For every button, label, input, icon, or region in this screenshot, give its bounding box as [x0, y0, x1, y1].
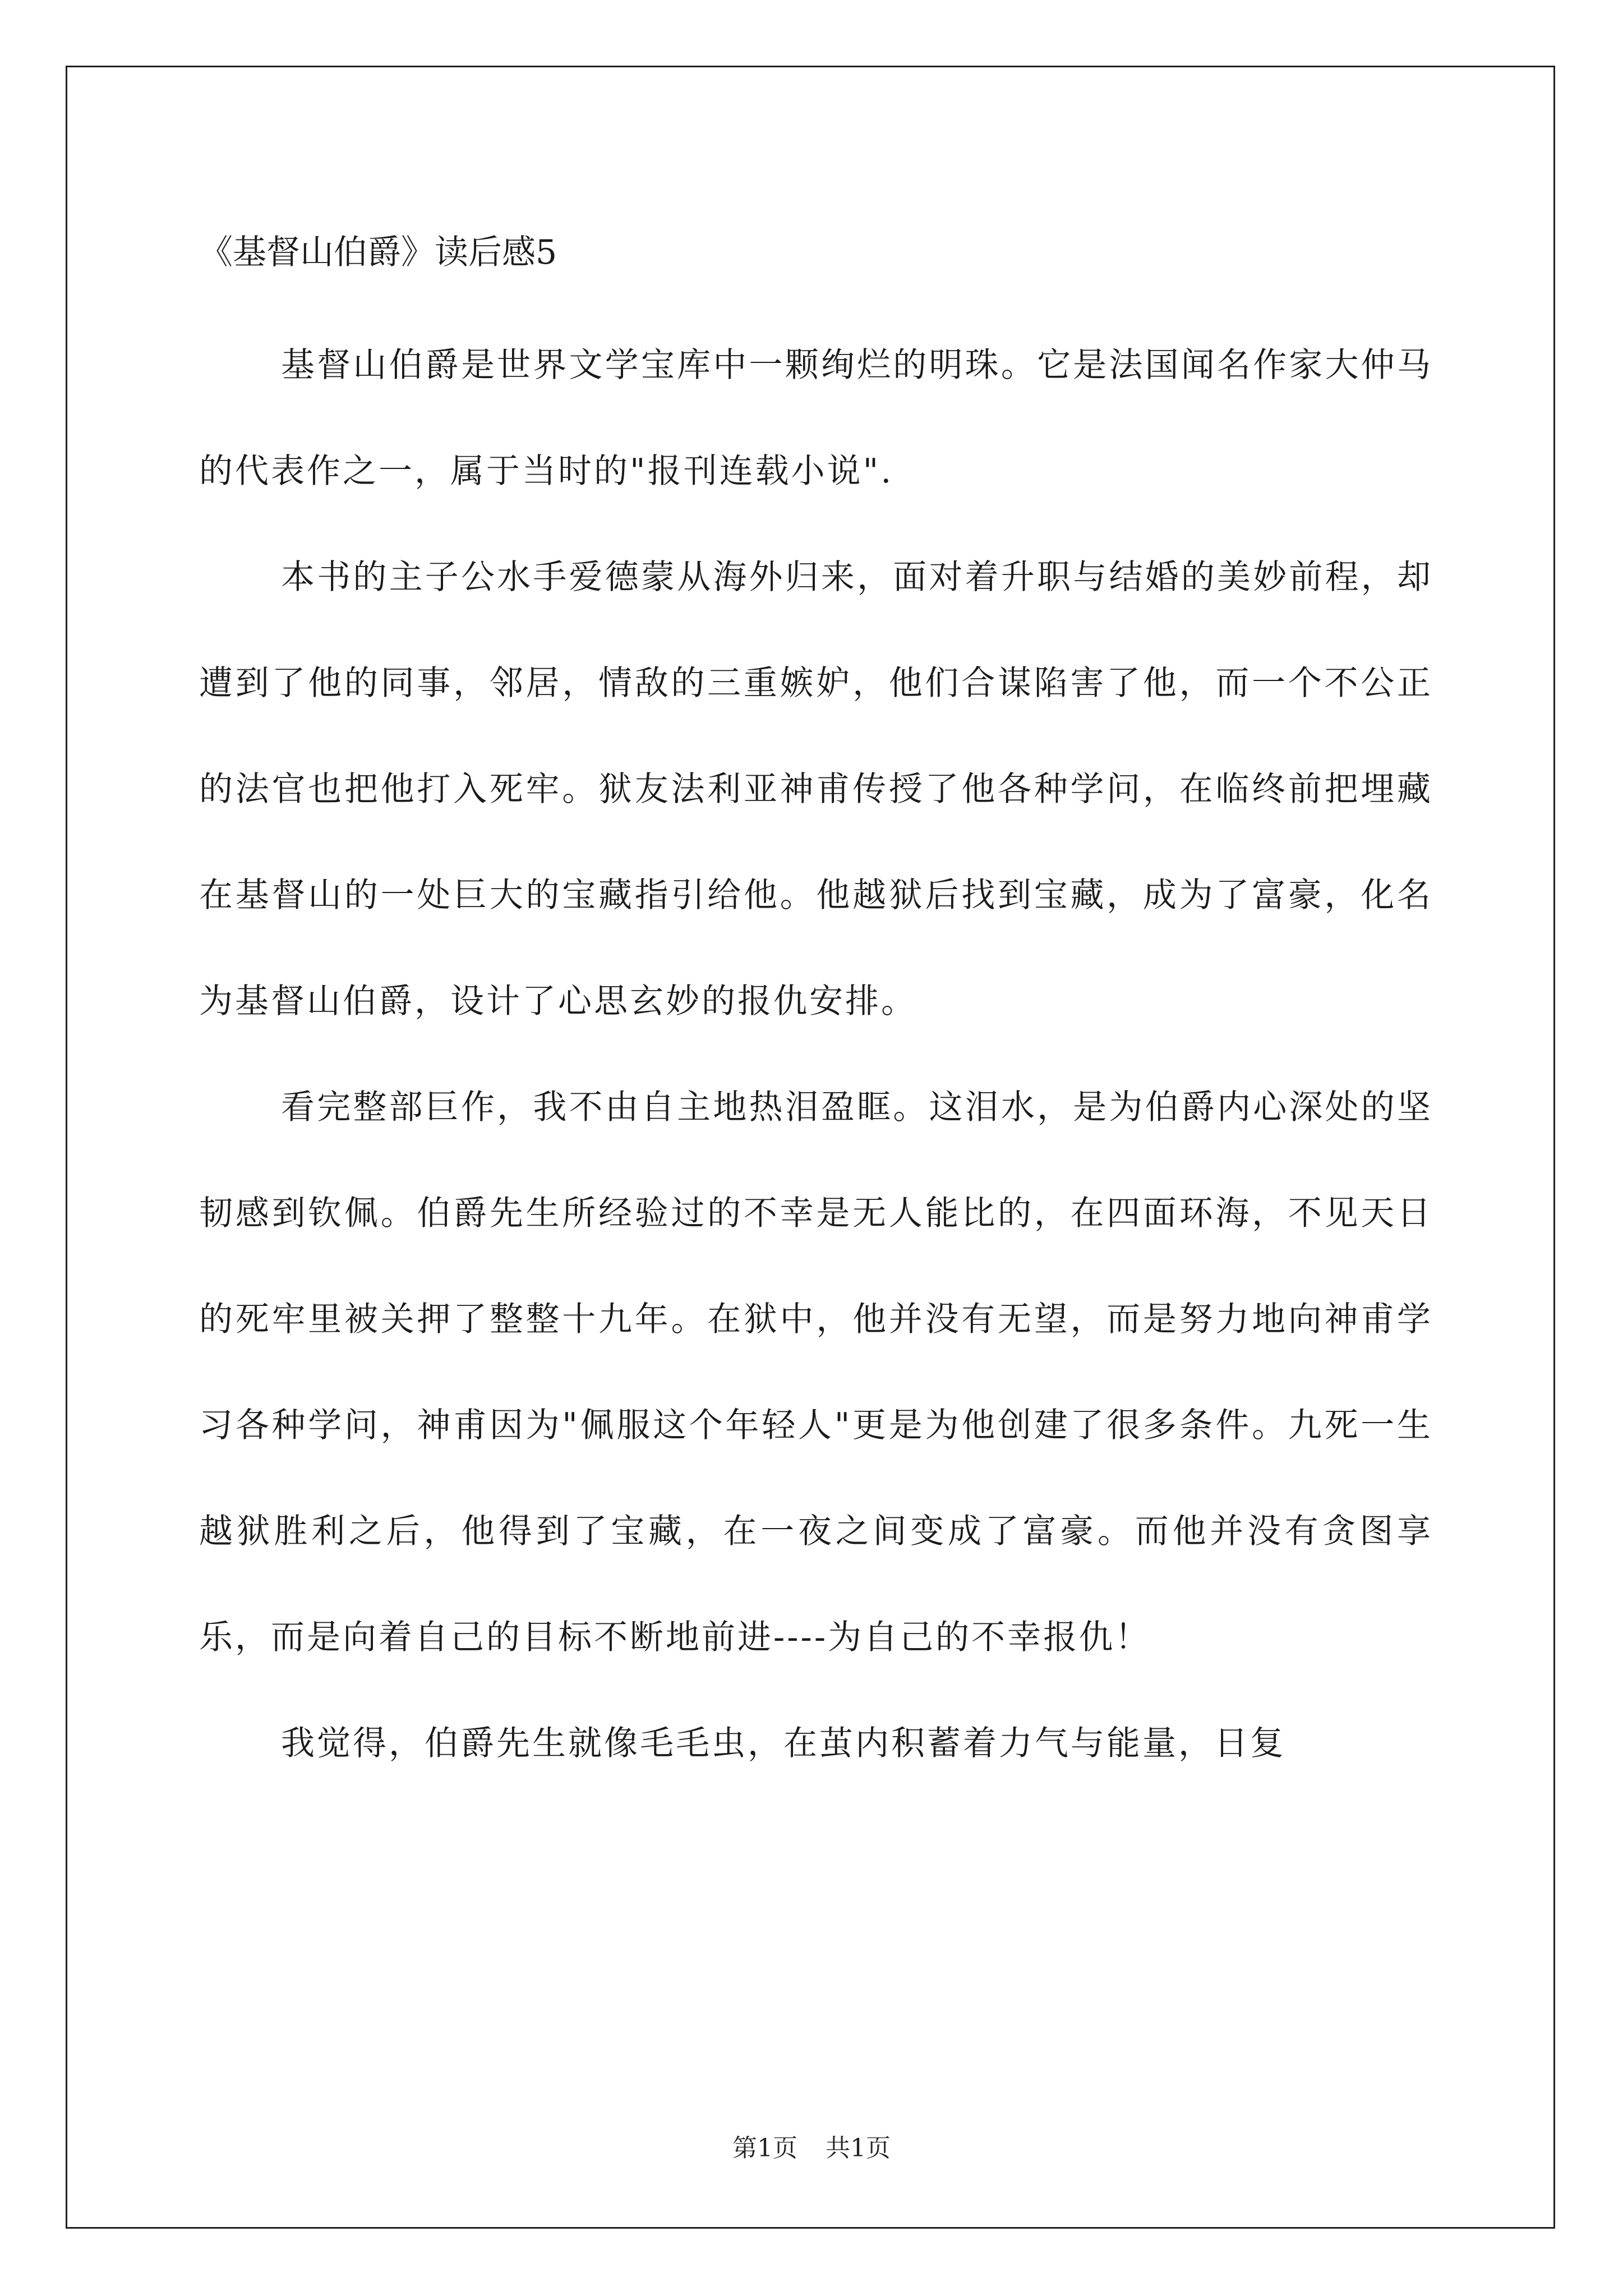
page-total: 共1页	[826, 2134, 891, 2162]
page-footer	[0, 2132, 1623, 2165]
paragraph-conclusion: 我觉得，伯爵先生就像毛毛虫，在茧内积蓄着力气与能量，日复	[281, 1724, 1286, 1763]
paragraph-reflection: 看完整部巨作，我不由自主地热泪盈眶。这泪水，是为伯爵内心深处的坚韧感到钦佩。伯爵先生所经验过的不幸是无人能比的，在四面环海，不见天日的死牢里被关押了整整十九年。在狱中，他并没有无望，而是努力地向神甫学习各种学问，神甫因为"佩服这个年轻人"更是为他创建了很多条件。九死一生越狱胜利之后，他得到了宝藏，在一夜之间变成了富豪。而他并没有贪图享乐，而是向着自己的目标不断地前进----为自己的不幸报仇！	[199, 1088, 1433, 1657]
document-body	[199, 222, 1433, 1797]
page-number: 第1页	[732, 2134, 797, 2162]
document-title: 《基督山伯爵》读后感5	[199, 233, 557, 272]
paragraph-plot: 本书的主子公水手爱德蒙从海外归来，面对着升职与结婚的美妙前程，却遭到了他的同事，邻居，情敌的三重嫉妒，他们合谋陷害了他，而一个不公正的法官也把他打入死牢。狱友法利亚神甫传授了他各种学问，在临终前把埋藏在基督山的一处巨大的宝藏指引给他。他越狱后找到宝藏，成为了富豪，化名为基督山伯爵，设计了心思玄妙的报仇安排。	[199, 558, 1433, 1021]
paragraph-intro: 基督山伯爵是世界文学宝库中一颗绚烂的明珠。它是法国闻名作家大仲马的代表作之一，属于当时的"报刊连载小说".	[199, 346, 1433, 491]
